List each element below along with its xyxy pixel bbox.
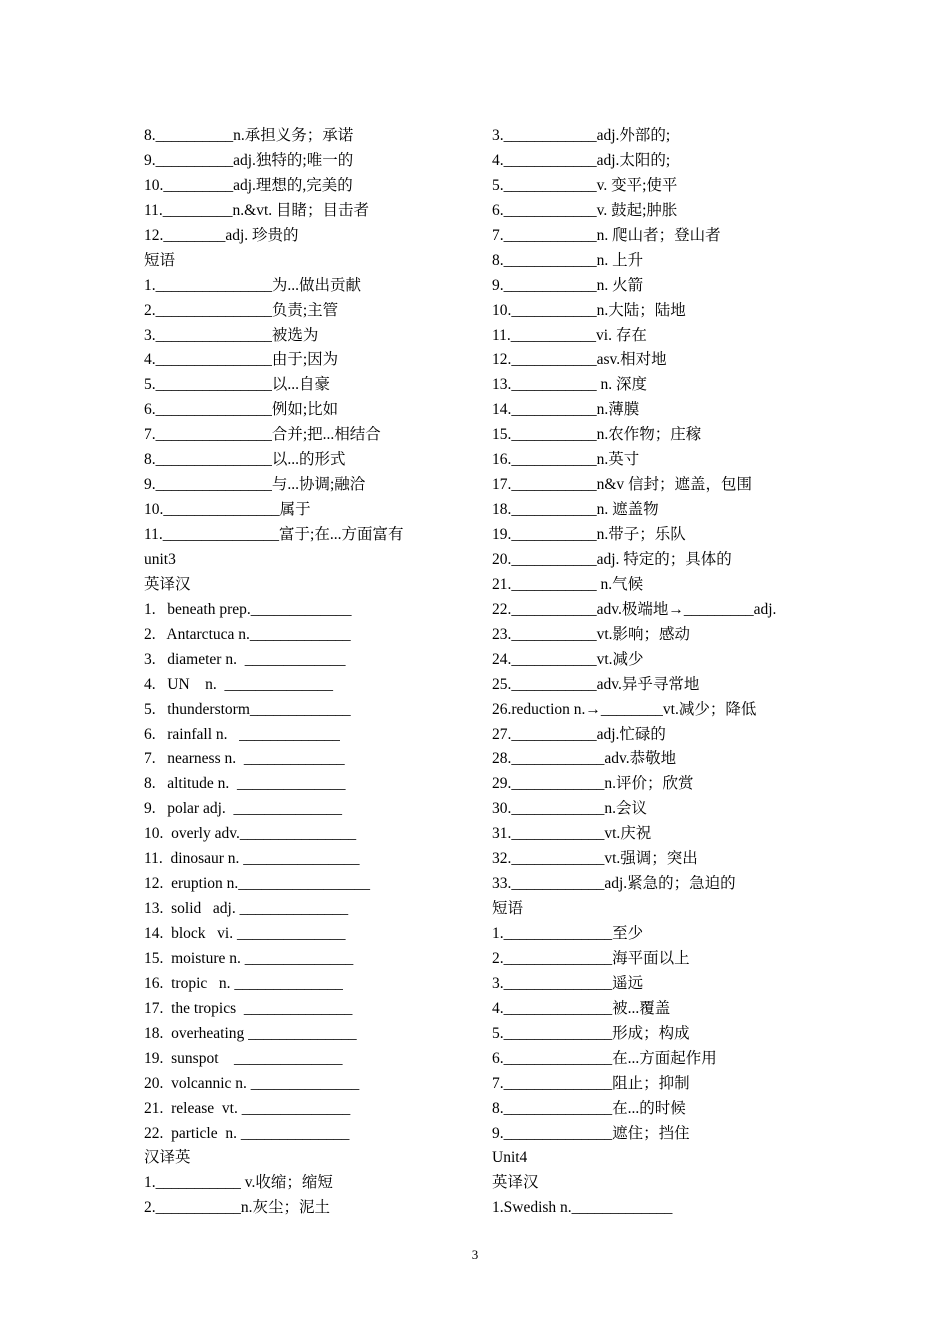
worksheet-line: 1.______________至少 <box>492 925 644 942</box>
worksheet-line: 8.______________在...的时候 <box>492 1099 686 1117</box>
worksheet-line: 9. polar adj. ______________ <box>144 800 343 818</box>
worksheet-line: 15. moisture n. ______________ <box>144 949 354 967</box>
worksheet-line: 3._______________被选为 <box>144 326 319 344</box>
worksheet-line: 10._______________属于 <box>144 501 311 519</box>
worksheet-line: 6._______________例如;比如 <box>144 401 339 419</box>
worksheet-line: 8.__________n.承担义务；承诺 <box>144 127 354 144</box>
worksheet-line: 13.___________ n. 深度 <box>492 376 648 394</box>
worksheet-line: 5.______________形成；构成 <box>492 1024 690 1042</box>
worksheet-line: 17.___________n&v 信封；遮盖，包围 <box>492 476 753 494</box>
worksheet-line: 10. overly adv._______________ <box>144 825 357 843</box>
worksheet-line: 9.__________adj.独特的;唯一的 <box>144 151 354 169</box>
worksheet-line: 2. Antarctuca n._____________ <box>144 625 351 643</box>
worksheet-line: 5._______________以...自豪 <box>144 376 331 394</box>
worksheet-line: 10.___________n.大陆；陆地 <box>492 301 686 319</box>
worksheet-line: 19. sunspot ______________ <box>144 1049 343 1067</box>
worksheet-line: 31.____________vt.庆祝 <box>492 825 652 843</box>
worksheet-line: 12.___________asv.相对地 <box>492 351 667 369</box>
worksheet-line: 25.___________adv.异乎寻常地 <box>492 675 700 693</box>
worksheet-line: 10._________adj.理想的,完美的 <box>144 176 353 194</box>
worksheet-line: unit3 <box>144 550 176 568</box>
worksheet-line: 3. diameter n. _____________ <box>144 650 346 668</box>
worksheet-line: 23.___________vt.影响；感动 <box>492 625 691 643</box>
left-column <box>144 124 464 1221</box>
worksheet-line: 33.____________adj.紧急的；急迫的 <box>492 875 736 893</box>
worksheet-line: 17. the tropics ______________ <box>144 999 353 1017</box>
worksheet-line: Unit4 <box>492 1149 528 1167</box>
worksheet-line: 24.___________vt.减少 <box>492 650 644 668</box>
worksheet-line: 6.____________v. 鼓起;肿胀 <box>492 201 678 219</box>
worksheet-line: 14.___________n.薄膜 <box>492 401 640 419</box>
worksheet-line: 18.___________n. 遮盖物 <box>492 501 659 519</box>
worksheet-line: 8.____________n. 上升 <box>492 251 644 269</box>
worksheet-line: 汉译英 <box>144 1149 191 1167</box>
page-number: 3 <box>471 1247 479 1262</box>
worksheet-line: 4.____________adj.太阳的; <box>492 151 671 169</box>
worksheet-line: 1.Swedish n._____________ <box>492 1199 673 1217</box>
worksheet-line: 12.________adj. 珍贵的 <box>144 226 299 244</box>
worksheet-line: 20.___________adj. 特定的；具体的 <box>492 550 732 568</box>
worksheet-line: 4._______________由于;因为 <box>144 351 339 369</box>
worksheet-line: 28.____________adv.恭敬地 <box>492 750 677 768</box>
worksheet-line: 8. altitude n. ______________ <box>144 775 346 793</box>
worksheet-line: 2.___________n.灰尘；泥土 <box>144 1199 331 1217</box>
worksheet-line: 22. particle n. ______________ <box>144 1124 350 1142</box>
worksheet-line: 26.reduction n.→________vt.减少；降低 <box>492 700 757 718</box>
worksheet-line: 短语 <box>144 251 176 269</box>
worksheet-line: 英译汉 <box>144 575 191 593</box>
worksheet-line: 27.___________adj.忙碌的 <box>492 725 666 743</box>
worksheet-line: 4. UN n. ______________ <box>144 675 334 693</box>
worksheet-line: 3.____________adj.外部的; <box>492 127 671 144</box>
worksheet-line: 15.___________n.农作物；庄稼 <box>492 426 702 444</box>
worksheet-line: 9.____________n. 火箭 <box>492 276 644 294</box>
worksheet-line: 12. eruption n._________________ <box>144 875 371 893</box>
worksheet-line: 32.____________vt.强调；突出 <box>492 850 698 868</box>
worksheet-line: 6.______________在...方面起作用 <box>492 1049 717 1067</box>
worksheet-line: 8._______________以...的形式 <box>144 451 346 469</box>
worksheet-line: 英译汉 <box>492 1174 539 1192</box>
worksheet-line: 1.___________ v.收缩；缩短 <box>144 1174 333 1192</box>
worksheet-line: 5. thunderstorm_____________ <box>144 700 351 718</box>
worksheet-line: 2._______________负责;主管 <box>144 301 339 319</box>
worksheet-line: 9._______________与...协调;融洽 <box>144 476 366 494</box>
worksheet-line: 13. solid adj. ______________ <box>144 900 349 918</box>
worksheet-line: 9.______________遮住；挡住 <box>492 1124 690 1142</box>
worksheet-line: 11. dinosaur n. _______________ <box>144 850 360 868</box>
right-column <box>492 124 822 1221</box>
worksheet-line: 22.___________adv.极端地→_________adj. <box>492 600 777 618</box>
worksheet-line: 16. tropic n. ______________ <box>144 974 343 992</box>
worksheet-line: 11.___________vi. 存在 <box>492 326 647 344</box>
worksheet-line: 20. volcannic n. ______________ <box>144 1074 360 1092</box>
worksheet-line: 16.___________n.英寸 <box>492 451 640 469</box>
worksheet-line: 7. nearness n. _____________ <box>144 750 345 768</box>
worksheet-line: 14. block vi. ______________ <box>144 925 346 942</box>
worksheet-line: 7.______________阻止；抑制 <box>492 1074 690 1092</box>
worksheet-line: 7._______________合并;把...相结合 <box>144 426 381 444</box>
worksheet-line: 3.______________遥远 <box>492 974 644 992</box>
worksheet-line: 30.____________n.会议 <box>492 800 648 818</box>
worksheet-line: 4.______________被...覆盖 <box>492 999 671 1017</box>
worksheet-line: 1._______________为...做出贡献 <box>144 276 362 294</box>
worksheet-line: 7.____________n. 爬山者；登山者 <box>492 226 721 244</box>
worksheet-line: 29.____________n.评价；欣赏 <box>492 775 694 793</box>
worksheet-line: 21. release vt. ______________ <box>144 1099 351 1117</box>
worksheet-line: 18. overheating ______________ <box>144 1024 357 1042</box>
worksheet-line: 11._________n.&vt. 目睹；目击者 <box>144 201 370 219</box>
worksheet-line: 1. beneath prep._____________ <box>144 600 352 618</box>
worksheet-line: 2.______________海平面以上 <box>492 949 690 967</box>
worksheet-line: 11._______________富于;在...方面富有 <box>144 526 404 543</box>
worksheet-line: 21.___________ n.气候 <box>492 575 644 593</box>
worksheet-line: 19.___________n.带子；乐队 <box>492 526 686 543</box>
worksheet-line: 6. rainfall n. _____________ <box>144 725 340 743</box>
worksheet-line: 5.____________v. 变平;使平 <box>492 176 678 194</box>
worksheet-line: 短语 <box>492 900 524 918</box>
